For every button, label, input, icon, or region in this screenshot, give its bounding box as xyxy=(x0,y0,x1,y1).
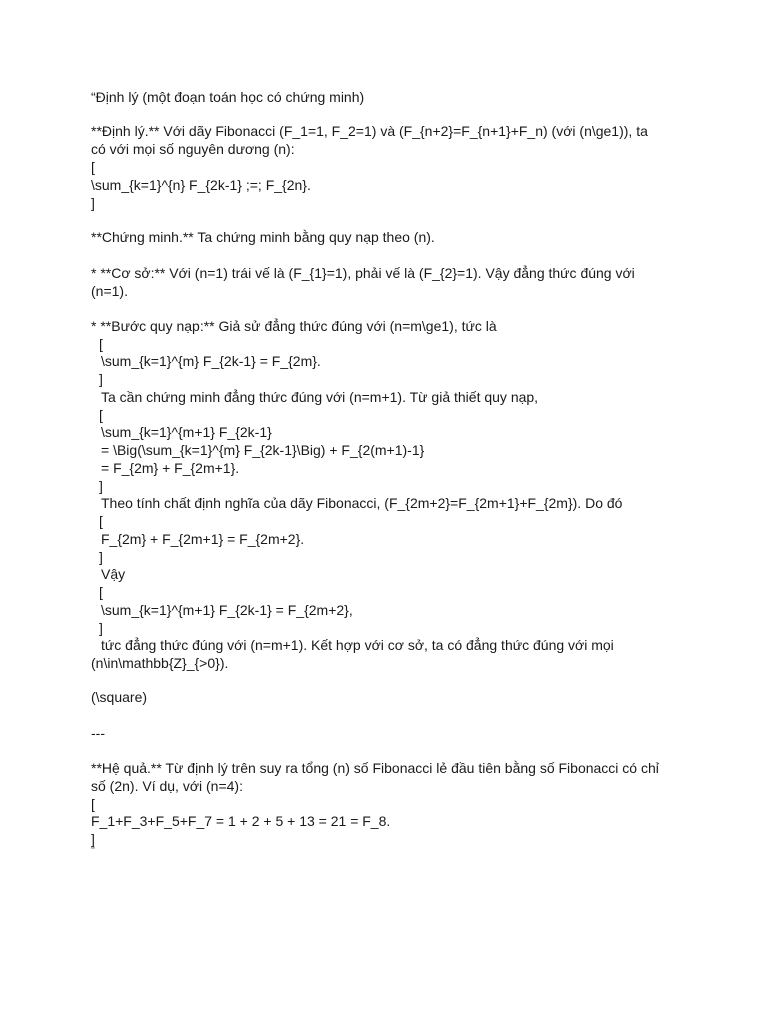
inductive-step-line: * **Bước quy nạp:** Giả sử đẳng thức đúng với (n=m\ge1), tức là xyxy=(91,318,497,334)
base-case-line: * **Cơ sở:** Với (n=1) trái vế là (F_{1}=1), phải vế là (F_{2}=1). Vậy đẳng thức đúng với xyxy=(91,265,635,281)
formula-bracket: [ xyxy=(91,159,95,175)
theorem-line: **Định lý.** Với dãy Fibonacci (F_1=1, F_2=1) và (F_{n+2}=F_{n+1}+F_n) (với (n\ge1)), ta xyxy=(91,123,648,139)
formula-line: \sum_{k=1}^{n} F_{2k-1} ;=; F_{2n}. xyxy=(91,177,311,193)
formula-bracket: [ xyxy=(99,584,103,600)
formula-line: \sum_{k=1}^{m+1} F_{2k-1} = F_{2m+2}, xyxy=(101,602,353,618)
base-case-line: (n=1). xyxy=(91,283,128,299)
proof-text-line: Ta cần chứng minh đẳng thức đúng với (n=m+1). Từ giả thiết quy nạp, xyxy=(101,389,539,405)
formula-line: \sum_{k=1}^{m+1} F_{2k-1} xyxy=(101,424,272,440)
corollary-line: số (2n). Ví dụ, với (n=4): xyxy=(91,778,243,794)
formula-line: F_1+F_3+F_5+F_7 = 1 + 2 + 5 + 13 = 21 = F_8. xyxy=(91,813,391,829)
formula-line: \sum_{k=1}^{m} F_{2k-1} = F_{2m}. xyxy=(101,353,321,369)
formula-bracket: ] xyxy=(99,549,103,565)
proof-text-line: (n\in\mathbb{Z}_{>0}). xyxy=(91,655,229,671)
proof-text-line: Vậy xyxy=(101,566,126,582)
formula-bracket: ] xyxy=(99,371,103,387)
proof-text-line: Theo tính chất định nghĩa của dãy Fibonacci, (F_{2m+2}=F_{2m+1}+F_{2m}). Do đó xyxy=(101,495,623,511)
formula-bracket: [ xyxy=(99,513,103,529)
formula-bracket: ] xyxy=(91,831,95,847)
qed-symbol: (\square) xyxy=(91,689,148,705)
formula-bracket: [ xyxy=(99,336,103,352)
formula-bracket: [ xyxy=(91,796,95,812)
formula-bracket: ] xyxy=(99,478,103,494)
formula-line: F_{2m} + F_{2m+1} = F_{2m+2}. xyxy=(101,531,305,547)
formula-line: = \Big(\sum_{k=1}^{m} F_{2k-1}\Big) + F_{2(m+1)-1} xyxy=(101,442,425,458)
corollary-line: **Hệ quả.** Từ định lý trên suy ra tổng (n) số Fibonacci lẻ đầu tiên bằng số Fibonacci có chỉ xyxy=(91,760,659,776)
formula-bracket: ] xyxy=(91,195,95,211)
formula-line: = F_{2m} + F_{2m+1}. xyxy=(101,460,240,476)
formula-bracket: ] xyxy=(99,620,103,636)
closing-quote: " xyxy=(91,845,95,857)
theorem-line: có với mọi số nguyên dương (n): xyxy=(91,141,295,157)
formula-bracket: [ xyxy=(99,407,103,423)
document-title: “Định lý (một đoạn toán học có chứng minh) xyxy=(91,89,365,105)
proof-text-line: tức đẳng thức đúng với (n=m+1). Kết hợp với cơ sở, ta có đẳng thức đúng với mọi xyxy=(101,637,614,653)
proof-heading: **Chứng minh.** Ta chứng minh bằng quy nạp theo (n). xyxy=(91,229,435,245)
horizontal-rule: --- xyxy=(91,725,105,741)
